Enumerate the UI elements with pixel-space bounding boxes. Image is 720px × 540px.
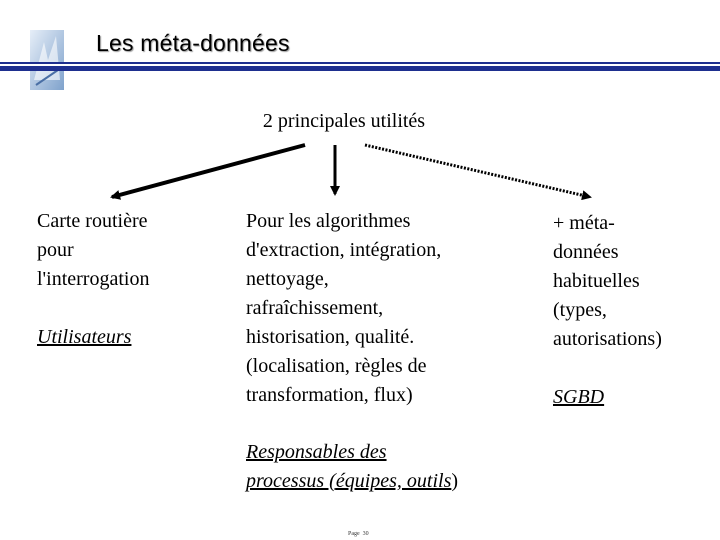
middle-line: Pour les algorithmes — [246, 210, 411, 232]
middle-line: nettoyage, — [246, 268, 329, 290]
left-column — [37, 207, 217, 352]
middle-role-post: ) — [451, 470, 459, 492]
right-line: habituelles — [553, 270, 640, 292]
page-label: Page — [348, 531, 360, 537]
middle-role-mid: équipes, outils — [335, 470, 452, 492]
middle-line: historisation, qualité. — [246, 326, 415, 348]
right-column — [553, 209, 713, 412]
right-line: données — [553, 241, 619, 263]
middle-role-line1: Responsables des — [246, 441, 387, 463]
left-line: l'interrogation — [37, 268, 150, 290]
arrow-right — [365, 145, 590, 197]
arrow-left — [112, 145, 305, 197]
middle-line: rafraîchissement, — [246, 297, 384, 319]
middle-line: transformation, flux) — [246, 384, 413, 406]
middle-role — [246, 438, 546, 496]
right-line: autorisations) — [553, 328, 662, 350]
page-number — [348, 531, 369, 537]
middle-column — [246, 207, 516, 410]
middle-role-pre: processus ( — [246, 470, 336, 492]
slide-subtitle: 2 principales utilités — [262, 110, 426, 132]
page-value: 30 — [362, 531, 369, 537]
middle-line: d'extraction, intégration, — [246, 239, 442, 261]
left-line: Carte routière — [37, 210, 148, 232]
right-role: SGBD — [553, 386, 605, 408]
left-role: Utilisateurs — [37, 326, 132, 348]
right-line: (types, — [553, 299, 607, 321]
right-line: + méta- — [553, 212, 615, 234]
middle-role-line2 — [246, 467, 546, 496]
middle-line: (localisation, règles de — [246, 355, 427, 377]
left-line: pour — [37, 239, 74, 261]
slide-title: Les méta-données — [96, 30, 290, 56]
